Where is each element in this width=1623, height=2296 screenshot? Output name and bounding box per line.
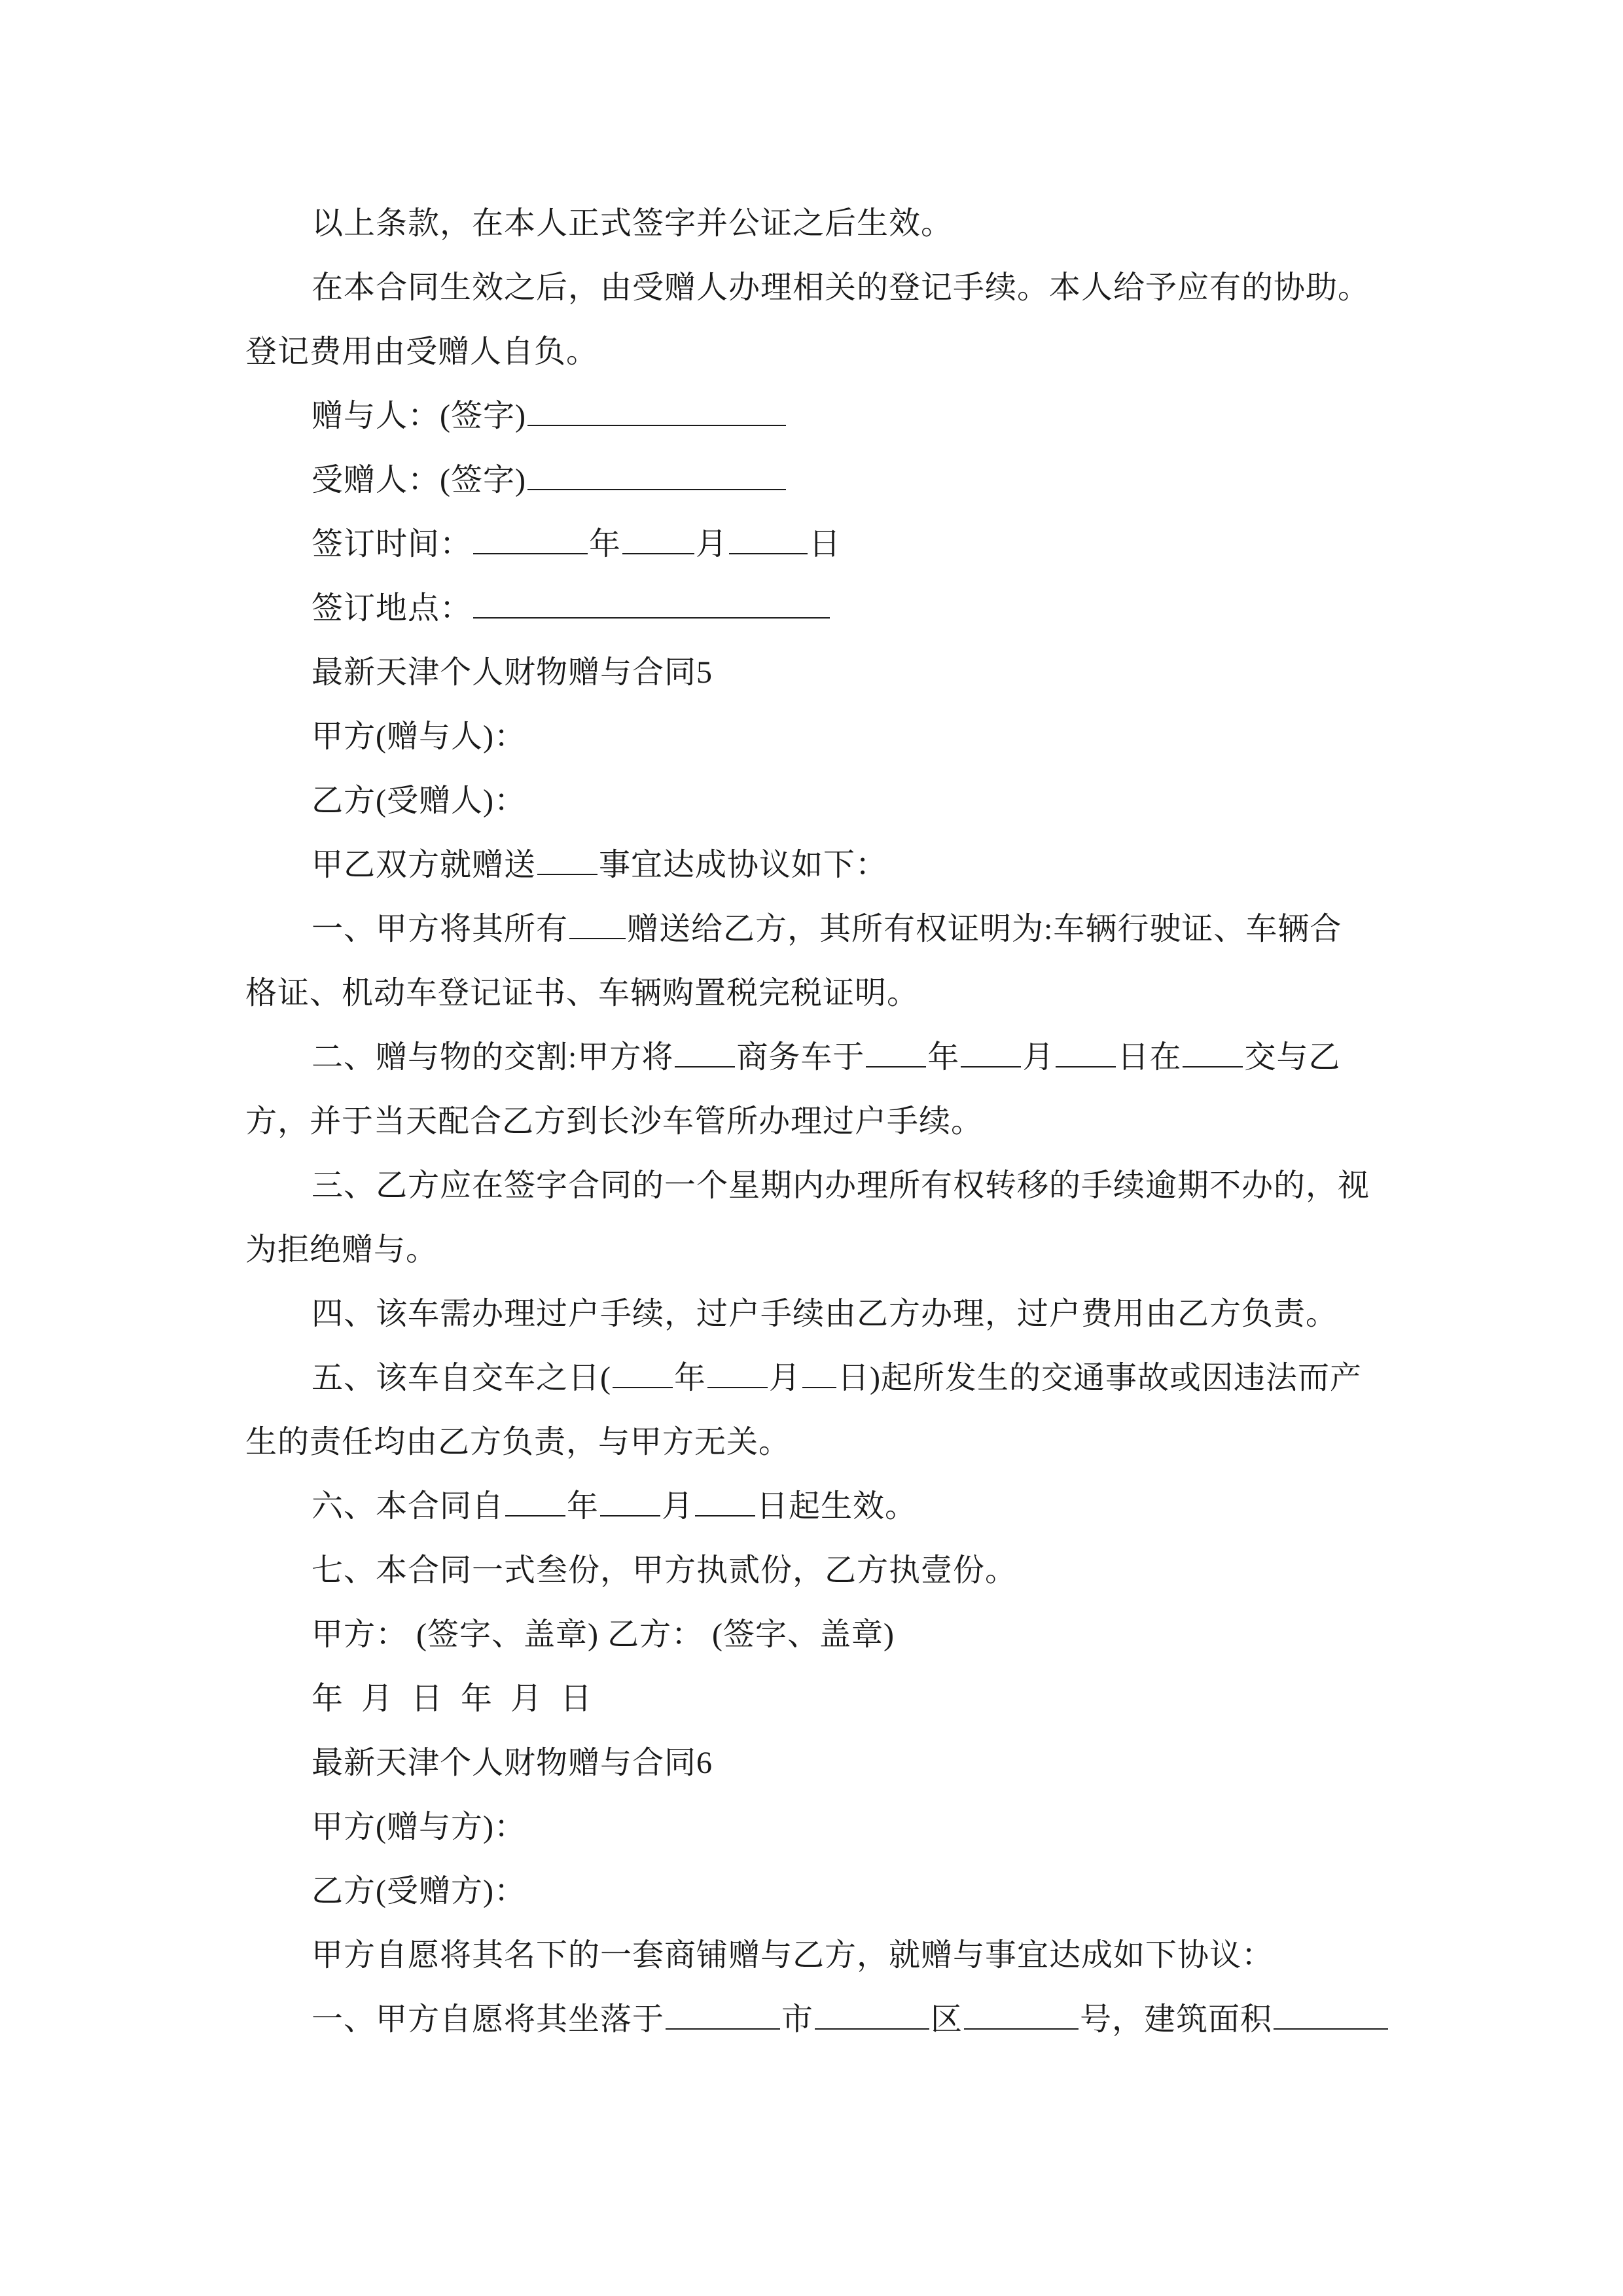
text: 为拒绝赠与。 bbox=[245, 1232, 438, 1267]
document-page bbox=[245, 192, 1410, 2052]
text: 签订地点： bbox=[312, 591, 473, 626]
signing-place-line bbox=[245, 577, 1410, 641]
party-a-line bbox=[245, 1795, 1410, 1859]
text: 年 bbox=[927, 1040, 960, 1075]
city-blank bbox=[666, 1990, 780, 2030]
item-blank bbox=[569, 900, 626, 939]
year-blank bbox=[613, 1349, 673, 1388]
text: 年 月 日 年 月 日 bbox=[312, 1681, 593, 1716]
year-blank bbox=[473, 515, 588, 554]
signature-dates-line bbox=[245, 1667, 1410, 1731]
text: 交与乙 bbox=[1244, 1040, 1341, 1075]
clause-6 bbox=[245, 1475, 1410, 1539]
text: 最新天津个人财物赠与合同6 bbox=[312, 1746, 713, 1780]
text: 七、本合同一式叁份，甲方执贰份，乙方执壹份。 bbox=[312, 1553, 1018, 1588]
vehicle-blank bbox=[675, 1028, 735, 1067]
text: 区 bbox=[931, 2002, 963, 2037]
paragraph-continuation bbox=[245, 1410, 1410, 1475]
clause-7 bbox=[245, 1539, 1410, 1603]
text: 方，并于当天配合乙方到长沙车管所办理过户手续。 bbox=[245, 1104, 984, 1139]
text: 事宜达成协议如下： bbox=[599, 848, 888, 882]
month-blank bbox=[600, 1477, 660, 1516]
text: 五、该车自交车之日( bbox=[312, 1361, 611, 1395]
day-blank bbox=[729, 515, 808, 554]
day-blank bbox=[695, 1477, 755, 1516]
text: 甲乙双方就赠送 bbox=[312, 848, 537, 882]
clause-1 bbox=[245, 897, 1410, 961]
text: 格证、机动车登记证书、车辆购置税完税证明。 bbox=[245, 976, 919, 1011]
text: 四、该车需办理过户手续，过户手续由乙方办理，过户费用由乙方负责。 bbox=[312, 1297, 1338, 1331]
text: 一、甲方自愿将其坐落于 bbox=[312, 2002, 665, 2037]
year-blank bbox=[505, 1477, 565, 1516]
paragraph bbox=[245, 192, 1410, 256]
party-a-line bbox=[245, 705, 1410, 769]
paragraph bbox=[245, 833, 1410, 897]
text: 月 bbox=[769, 1361, 802, 1395]
text: 在本合同生效之后，由受赠人办理相关的登记手续。本人给予应有的协助。 bbox=[312, 270, 1370, 305]
month-blank bbox=[707, 1349, 768, 1388]
item-blank bbox=[537, 836, 597, 875]
donor-signature-line bbox=[245, 384, 1410, 448]
month-blank bbox=[622, 515, 694, 554]
text: 商务车于 bbox=[736, 1040, 865, 1075]
day-blank bbox=[802, 1349, 836, 1388]
paragraph bbox=[245, 256, 1410, 320]
month-blank bbox=[961, 1028, 1021, 1067]
recipient-signature-line bbox=[245, 448, 1410, 512]
section-heading bbox=[245, 641, 1410, 705]
text: 乙方(受赠人)： bbox=[312, 783, 526, 818]
text: 赠送给乙方，其所有权证明为:车辆行驶证、车辆合 bbox=[627, 912, 1342, 946]
text: 六、本合同自 bbox=[312, 1489, 505, 1524]
text: 最新天津个人财物赠与合同5 bbox=[312, 655, 713, 690]
party-b-line bbox=[245, 769, 1410, 833]
area-blank bbox=[1274, 1990, 1388, 2030]
text: 年 bbox=[567, 1489, 599, 1524]
paragraph-continuation bbox=[245, 1218, 1410, 1282]
clause-4 bbox=[245, 1282, 1410, 1346]
signature-parties-line bbox=[245, 1603, 1410, 1667]
text: 甲方： (签字、盖章) 乙方： (签字、盖章) bbox=[312, 1617, 895, 1652]
text: 甲方(赠与方)： bbox=[312, 1810, 526, 1844]
paragraph bbox=[245, 1924, 1410, 1988]
text: 月 bbox=[1022, 1040, 1055, 1075]
day-blank bbox=[1056, 1028, 1116, 1067]
text: 日起生效。 bbox=[757, 1489, 918, 1524]
text: 市 bbox=[781, 2002, 814, 2037]
text: 甲方(赠与人)： bbox=[312, 719, 526, 754]
signature-blank bbox=[527, 451, 786, 490]
text: 二、赠与物的交割:甲方将 bbox=[312, 1040, 674, 1075]
paragraph-continuation bbox=[245, 1090, 1410, 1154]
text: 一、甲方将其所有 bbox=[312, 912, 569, 946]
clause-2 bbox=[245, 1026, 1410, 1090]
signing-date-line bbox=[245, 512, 1410, 577]
year-blank bbox=[866, 1028, 926, 1067]
text: 生的责任均由乙方负责，与甲方无关。 bbox=[245, 1425, 791, 1460]
text: 赠与人：(签字) bbox=[312, 399, 526, 433]
text: 三、乙方应在签字合同的一个星期内办理所有权转移的手续逾期不办的，视 bbox=[312, 1168, 1370, 1203]
number-blank bbox=[964, 1990, 1079, 2030]
signature-blank bbox=[527, 387, 786, 426]
text: 登记费用由受赠人自负。 bbox=[245, 334, 599, 369]
section-heading bbox=[245, 1731, 1410, 1795]
district-blank bbox=[815, 1990, 929, 2030]
text: 月 bbox=[696, 527, 728, 562]
clause-3 bbox=[245, 1154, 1410, 1218]
text: 甲方自愿将其名下的一套商铺赠与乙方，就赠与事宜达成如下协议： bbox=[312, 1938, 1274, 1973]
clause-1 bbox=[245, 1988, 1410, 2052]
paragraph-continuation bbox=[245, 320, 1410, 384]
text: 年 bbox=[589, 527, 622, 562]
text: 号，建筑面积 bbox=[1080, 2002, 1273, 2037]
text: 受赠人：(签字) bbox=[312, 463, 526, 497]
text: 年 bbox=[674, 1361, 707, 1395]
place-blank bbox=[1183, 1028, 1243, 1067]
clause-5 bbox=[245, 1346, 1410, 1410]
text: 乙方(受赠方)： bbox=[312, 1874, 526, 1909]
place-blank bbox=[473, 579, 830, 619]
text: 月 bbox=[662, 1489, 694, 1524]
text: 日在 bbox=[1117, 1040, 1182, 1075]
party-b-line bbox=[245, 1859, 1410, 1924]
text: 日 bbox=[809, 527, 842, 562]
text: 日)起所发生的交通事故或因违法而产 bbox=[838, 1361, 1363, 1395]
text: 以上条款，在本人正式签字并公证之后生效。 bbox=[312, 206, 954, 241]
text: 签订时间： bbox=[312, 527, 473, 562]
paragraph-continuation bbox=[245, 961, 1410, 1026]
